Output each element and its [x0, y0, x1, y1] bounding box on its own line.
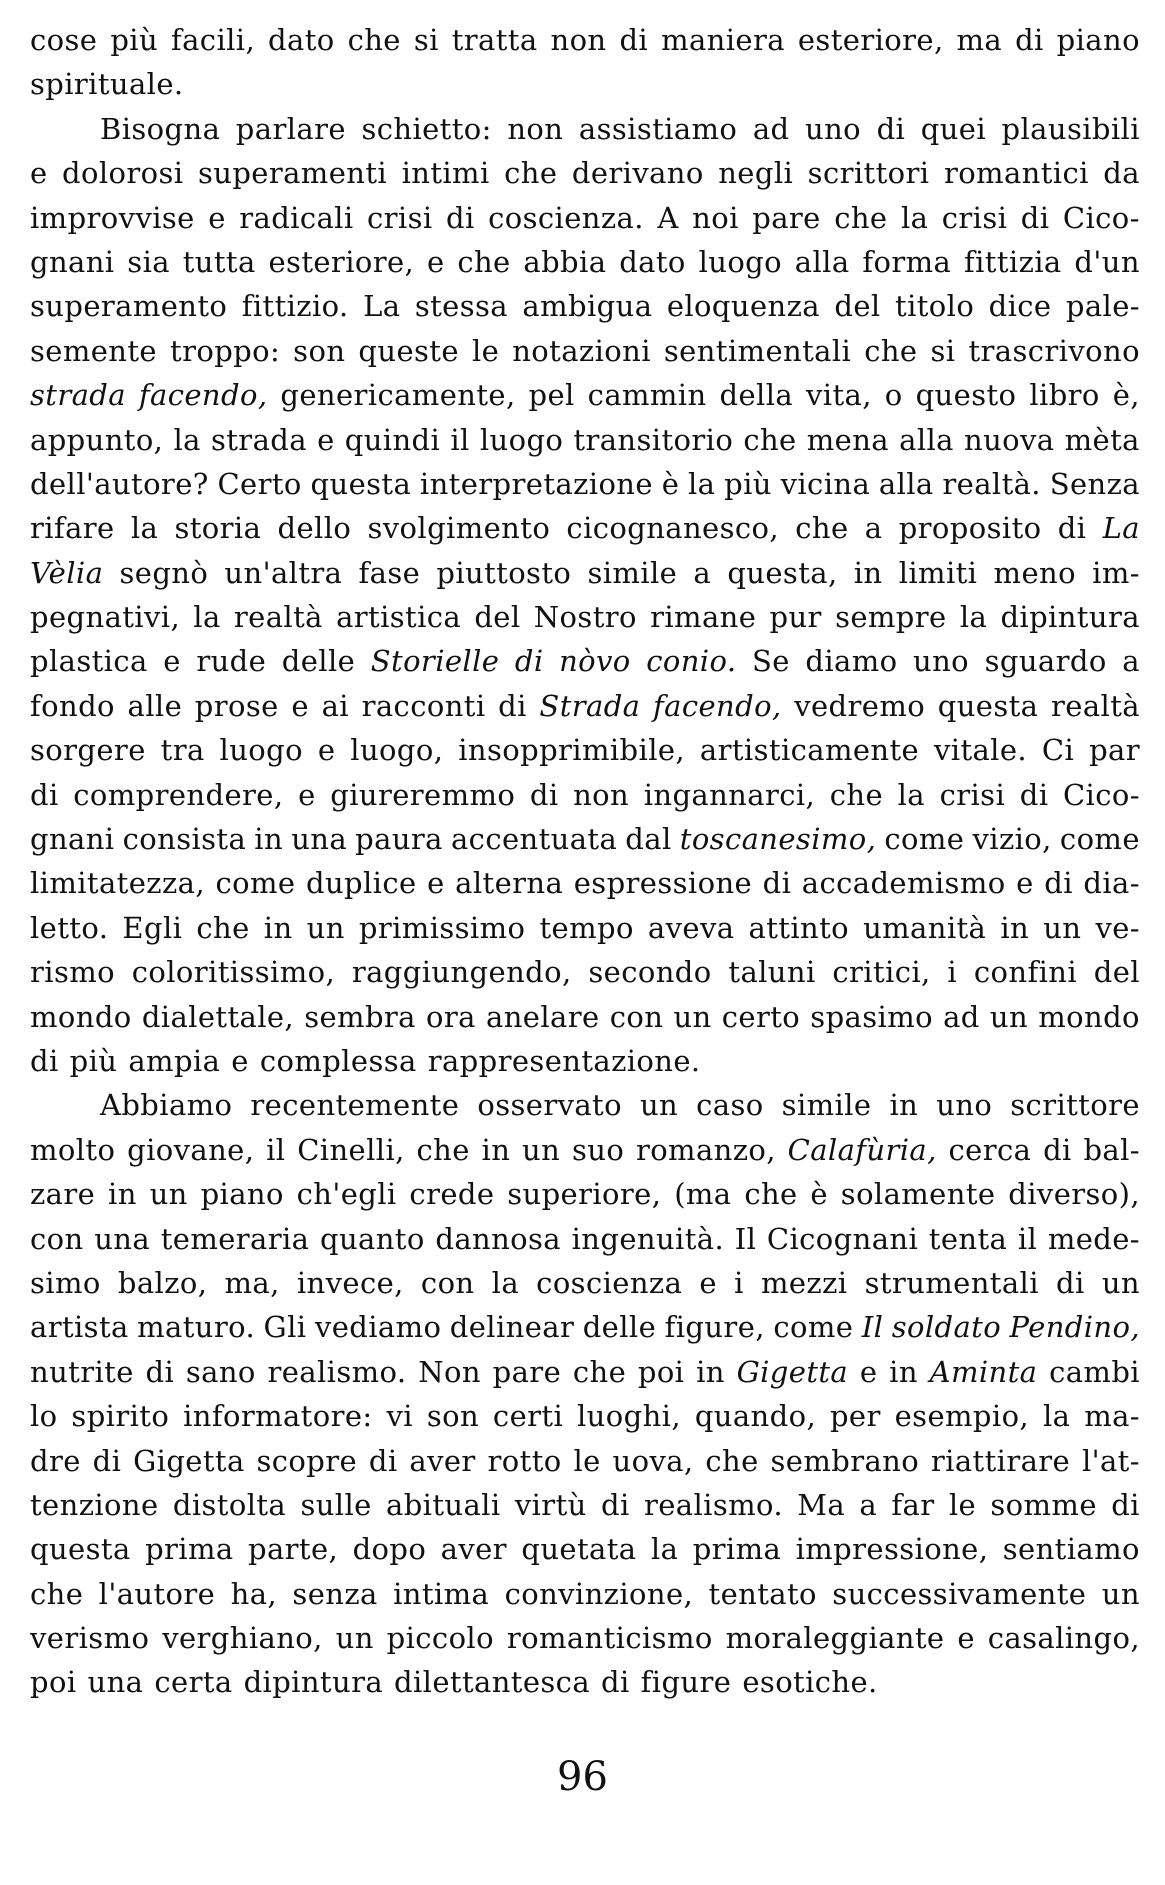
text-line: fondo alle prose e ai racconti di Strada facendo, vedremo questa realtà [30, 688, 1140, 723]
text-line: zare in un piano ch'egli crede superiore, (ma che è solamente diverso), [30, 1177, 1140, 1212]
text-line: tenzione distolta sulle abituali virtù di realismo. Ma a far le somme di [30, 1487, 1140, 1522]
text-line: superamento fittizio. La stessa ambigua eloquenza del titolo dice pale- [30, 289, 1140, 324]
text-line: mondo dialettale, sembra ora anelare con un certo spasimo ad un mondo [30, 999, 1140, 1034]
text-line: simo balzo, ma, invece, con la coscienza e i mezzi strumentali di un [30, 1265, 1140, 1300]
text-line: sorgere tra luogo e luogo, insopprimibile, artisticamente vitale. Ci par [30, 733, 1140, 768]
text-line: pegnativi, la realtà artistica del Nostro rimane pur sempre la dipintura [30, 600, 1140, 635]
text-line: semente troppo: son queste le notazioni sentimentali che si trascrivono [30, 333, 1140, 368]
text-line: plastica e rude delle Storielle di nòvo conio. Se diamo uno sguardo a [30, 644, 1140, 679]
text-line: e dolorosi superamenti intimi che derivano negli scrittori romantici da [30, 156, 1140, 191]
text-line: strada facendo, genericamente, pel cammin della vita, o questo libro è, [30, 378, 1140, 413]
text-line: spirituale. [30, 67, 184, 102]
text-line: poi una certa dipintura dilettantesca di figure esotiche. [30, 1665, 878, 1700]
text-line: con una temeraria quanto dannosa ingenuità. Il Cicognani tenta il mede- [30, 1221, 1140, 1256]
text-line: limitatezza, come duplice e alterna espressione di accademismo e di dia- [30, 866, 1140, 901]
text-line: Abbiamo recentemente osservato un caso simile in uno scrittore [100, 1088, 1140, 1123]
text-line: appunto, la strada e quindi il luogo transitorio che mena alla nuova mèta [30, 422, 1140, 457]
text-line: di comprendere, e giureremmo di non ingannarci, che la crisi di Cico- [30, 777, 1140, 812]
text-line: lo spirito informatore: vi son certi luoghi, quando, per esempio, la ma- [30, 1399, 1140, 1434]
text-line: improvvise e radicali crisi di coscienza. A noi pare che la crisi di Cico- [30, 200, 1140, 235]
text-line: dell'autore? Certo questa interpretazione è la più vicina alla realtà. Senza [30, 466, 1140, 501]
text-line: gnani sia tutta esteriore, e che abbia dato luogo alla forma fittizia d'un [30, 244, 1140, 279]
text-line: questa prima parte, dopo aver quetata la prima impressione, sentiamo [30, 1532, 1140, 1567]
text-line: gnani consista in una paura accentuata dal toscanesimo, come vizio, come [30, 822, 1140, 857]
text-line: Vèlia segnò un'altra fase piuttosto simile a questa, in limiti meno im- [30, 555, 1140, 590]
text-line: cose più facili, dato che si tratta non di maniera esteriore, ma di piano [30, 23, 1140, 57]
text-line: letto. Egli che in un primissimo tempo aveva attinto umanità in un ve- [30, 910, 1140, 945]
text-line: molto giovane, il Cinelli, che in un suo romanzo, Calafùria, cerca di bal- [30, 1132, 1140, 1167]
text-line: che l'autore ha, senza intima convinzione, tentato successivamente un [30, 1576, 1140, 1611]
page-body [30, 18, 1140, 1705]
text-line: Bisogna parlare schietto: non assistiamo ad uno di quei plausibili [100, 111, 1140, 146]
text-line: dre di Gigetta scopre di aver rotto le uova, che sembrano riattirare l'at- [30, 1443, 1140, 1478]
text-line: artista maturo. Gli vediamo delinear delle figure, come Il soldato Pendino, [30, 1310, 1140, 1345]
text-line: nutrite di sano realismo. Non pare che poi in Gigetta e in Aminta cambi [30, 1354, 1140, 1389]
text-line: verismo verghiano, un piccolo romanticismo moraleggiante e casalingo, [30, 1621, 1140, 1656]
text-line: rifare la storia dello svolgimento cicognanesco, che a proposito di La [30, 511, 1140, 546]
page-number: 96 [557, 1754, 608, 1800]
text-line: rismo coloritissimo, raggiungendo, secondo taluni critici, i confini del [30, 955, 1140, 990]
text-line: di più ampia e complessa rappresentazione. [30, 1043, 701, 1078]
